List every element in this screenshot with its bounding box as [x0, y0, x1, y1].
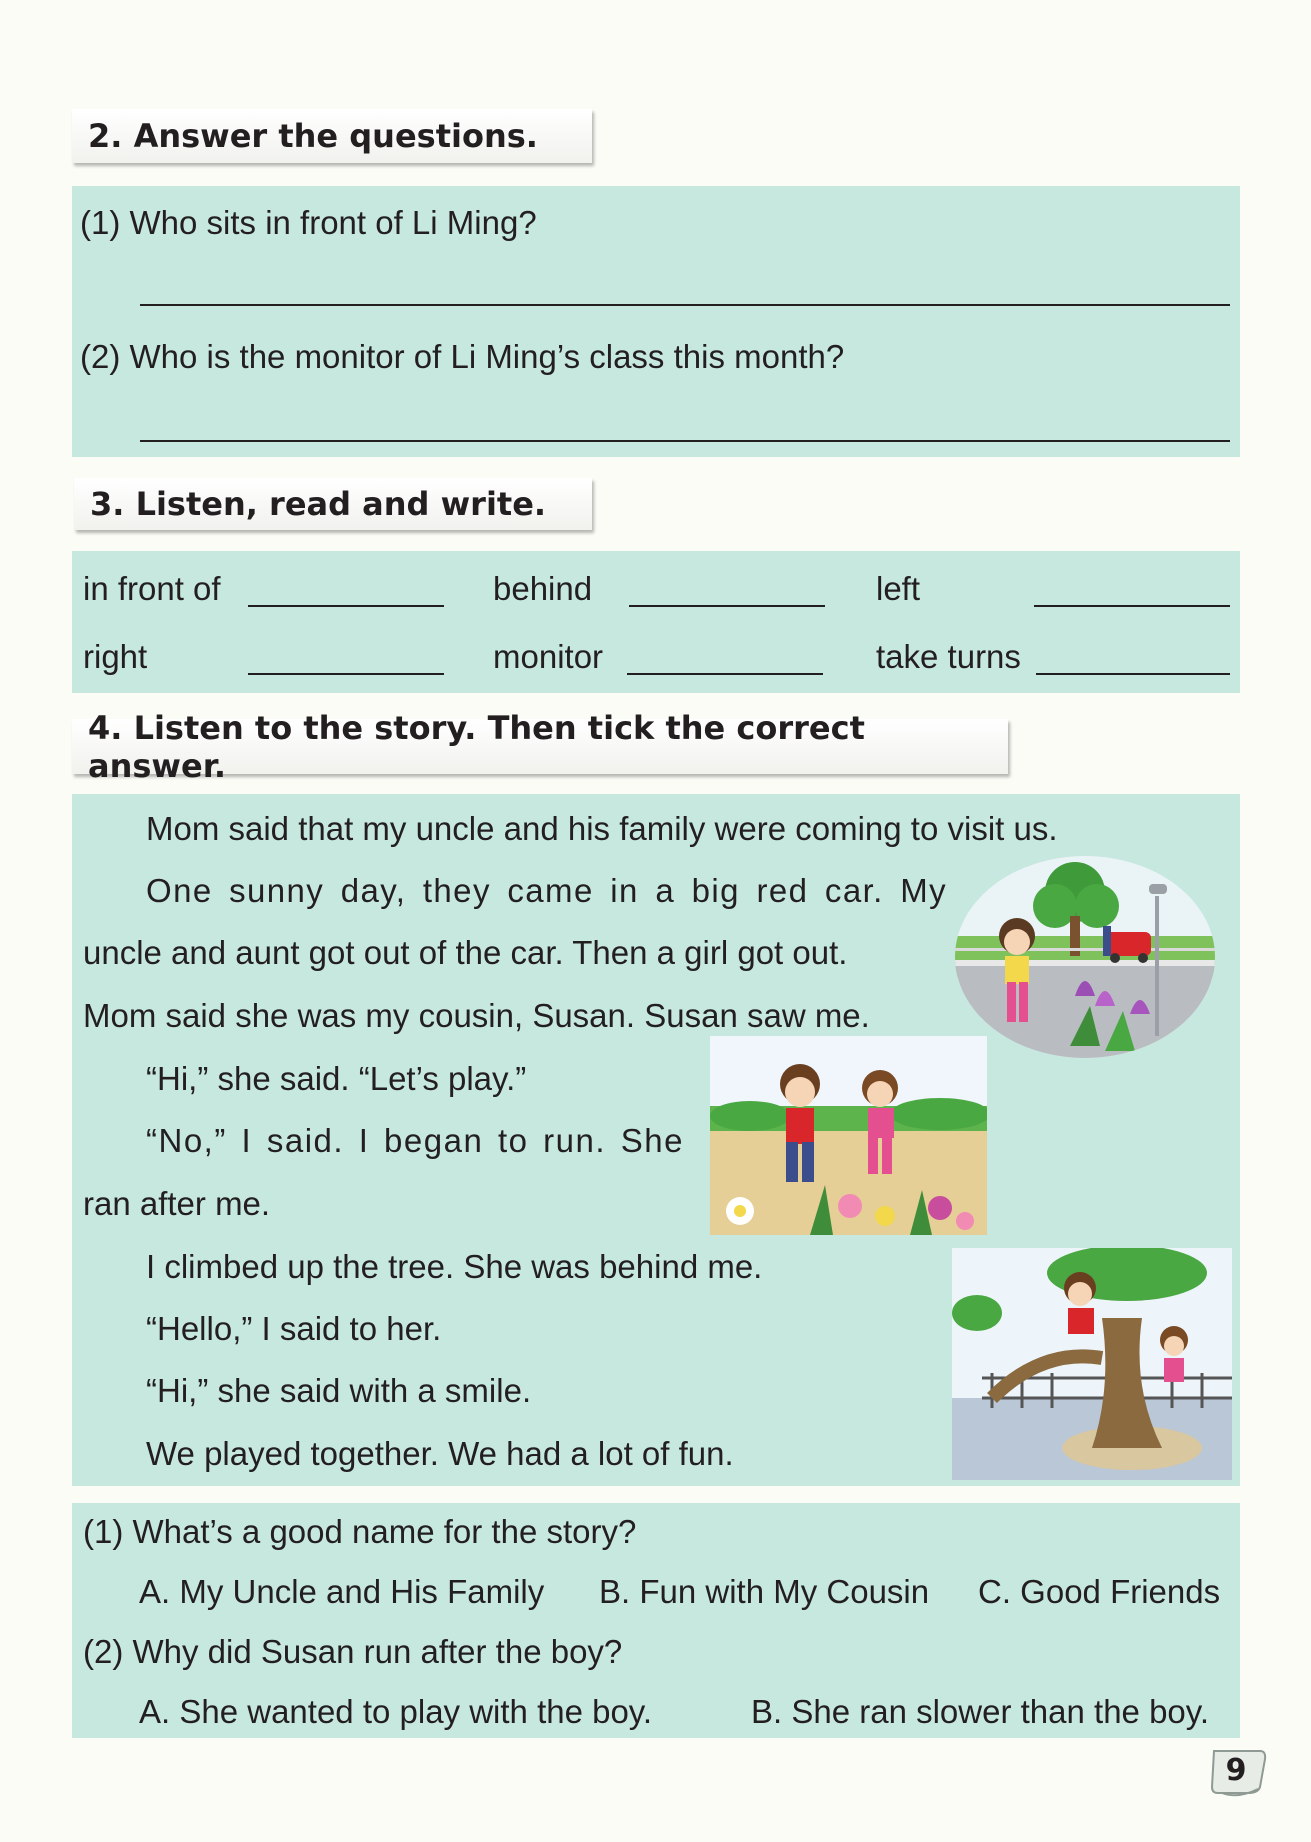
question-2: (2) Who is the monitor of Li Ming’s class this month? [80, 338, 845, 375]
section-4-heading-text: 4. Listen to the story. Then tick the correct answer. [88, 708, 865, 785]
option-2b[interactable]: B. She ran slower than the boy. [751, 1693, 1209, 1730]
page-number-badge [1208, 1747, 1268, 1797]
questions-panel [72, 1503, 1240, 1738]
question-1: (1) Who sits in front of Li Ming? [80, 204, 537, 241]
answer-line-2[interactable] [140, 440, 1230, 442]
word-left: left [876, 570, 921, 607]
word-line-1[interactable] [248, 605, 444, 607]
story-question-1: (1) What’s a good name for the story? [83, 1513, 637, 1550]
story-line-8: I climbed up the tree. She was behind me. [146, 1248, 763, 1285]
story-line-4: Mom said she was my cousin, Susan. Susan saw me. [83, 997, 870, 1034]
section-4-heading [72, 708, 1008, 785]
story-line-5: “Hi,” she said. “Let’s play.” [146, 1060, 527, 1097]
word-monitor: monitor [493, 638, 604, 675]
story-line-2: One sunny day, they came in a big red car. My [146, 872, 948, 909]
section-3-heading [74, 478, 592, 530]
story-line-10: “Hi,” she said with a smile. [146, 1372, 532, 1409]
story-line-9: “Hello,” I said to her. [146, 1310, 442, 1347]
option-1c[interactable]: C. Good Friends [978, 1573, 1221, 1610]
section-2-heading [72, 109, 592, 163]
story-line-7: ran after me. [83, 1185, 271, 1222]
word-behind: behind [493, 570, 593, 607]
option-1a[interactable]: A. My Uncle and His Family [139, 1573, 545, 1610]
story-line-1: Mom said that my uncle and his family were coming to visit us. [146, 810, 1058, 847]
word-line-5[interactable] [627, 673, 823, 675]
option-1b[interactable]: B. Fun with My Cousin [599, 1573, 930, 1610]
page-number: 9 [1225, 1753, 1247, 1788]
story-line-11: We played together. We had a lot of fun. [146, 1435, 734, 1472]
word-take-turns: take turns [876, 638, 1021, 675]
word-line-2[interactable] [629, 605, 825, 607]
answer-line-1[interactable] [140, 304, 1230, 306]
section-3-heading-text: 3. Listen, read and write. [90, 485, 547, 523]
illustration-car-arrival [955, 856, 1215, 1058]
section-3-panel [72, 551, 1240, 693]
story-line-6: “No,” I said. I began to run. She [146, 1122, 684, 1159]
word-right: right [83, 638, 148, 675]
illustration-tree-climb [952, 1248, 1232, 1480]
story-line-3: uncle and aunt got out of the car. Then a girl got out. [83, 934, 848, 971]
word-line-6[interactable] [1036, 673, 1230, 675]
word-line-3[interactable] [1034, 605, 1230, 607]
section-2-panel [72, 186, 1240, 457]
story-question-2: (2) Why did Susan run after the boy? [83, 1633, 623, 1670]
option-2a[interactable]: A. She wanted to play with the boy. [139, 1693, 653, 1730]
illustration-running-kids [710, 1036, 987, 1235]
section-2-heading-text: 2. Answer the questions. [88, 117, 538, 155]
word-line-4[interactable] [248, 673, 444, 675]
word-in-front-of: in front of [83, 570, 221, 607]
